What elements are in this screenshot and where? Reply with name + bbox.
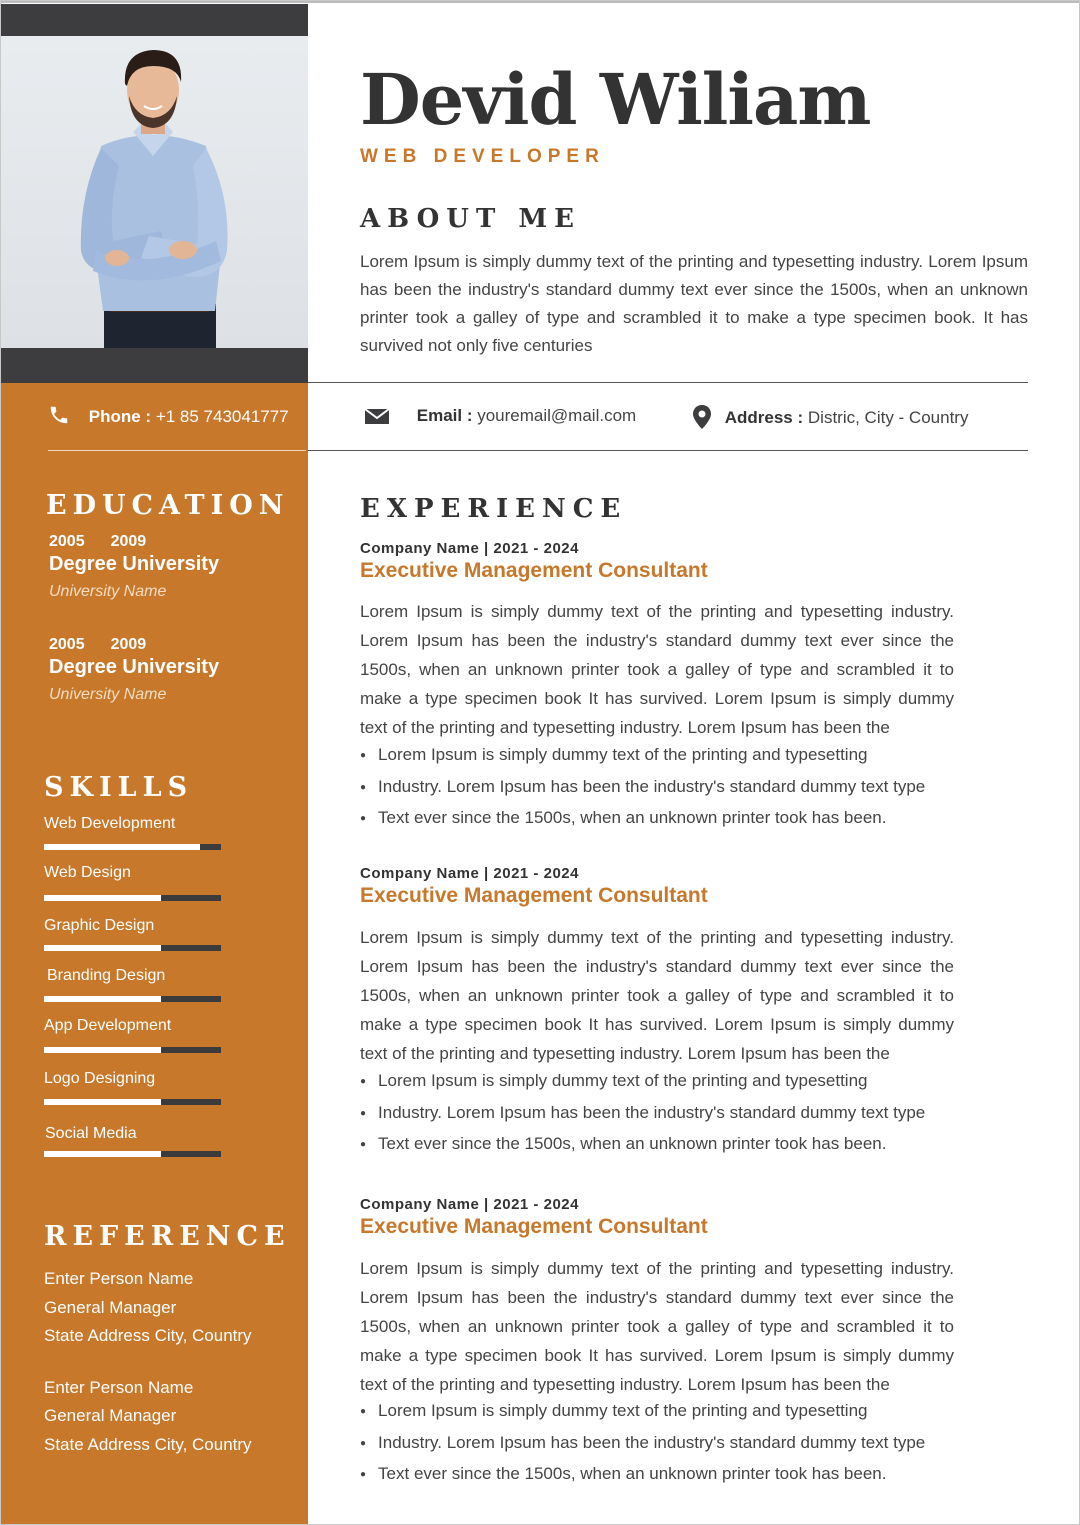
experience-company: Company Name | 2021 - 2024 [360,540,579,557]
list-item: ● Text ever since the 1500s, when an unknown printer took has been. [360,1130,925,1162]
reference-heading: REFERENCE [44,1221,291,1252]
skill-label: Social Media [45,1125,137,1142]
experience-description: Lorem Ipsum is simply dummy text of the printing and typesetting industry. Lorem Ipsum has been the industry's standard dummy text ever since the 1500s, when an unknown printer took a galley of type and scrambled it to make a type specimen book It has survived. Lorem Ipsum is simply dummy text of the printing and typesetting industry. Lorem Ipsum has been the [360,1259,954,1394]
skill-label: App Development [44,1017,172,1034]
reference-title: General Manager [44,1298,177,1317]
education-start-year: 2005 [49,533,85,550]
reference-address: State Address City, Country [44,1326,252,1345]
education-university: University Name [49,686,167,703]
experience-role: Executive Management Consultant [360,884,708,907]
education-university: University Name [49,583,167,600]
job-title: WEB DEVELOPER [360,146,605,167]
reference-name: Enter Person Name [44,1378,194,1397]
education-degree: Degree University [49,553,220,575]
skill-label: Logo Designing [44,1070,156,1087]
list-item: ● Industry. Lorem Ipsum has been the industry's standard dummy text type [360,773,925,805]
list-item: ● Lorem Ipsum is simply dummy text of the printing and typesetting [360,1397,925,1429]
list-item: ● Industry. Lorem Ipsum has been the industry's standard dummy text type [360,1099,925,1131]
about-text: Lorem Ipsum is simply dummy text of the printing and typesetting industry. Lorem Ipsum has been the industry's standard dummy text ever since the 1500s, when an unknown printer took a galley of type and scrambled it to make a type specimen book. It has survived not only five centuries [360,252,1028,355]
education-degree: Degree University [49,656,220,678]
about-heading: ABOUT ME [360,204,581,234]
candidate-name: Devid Wiliam [360,58,871,141]
skill-label: Web Design [44,864,131,881]
experience-description: Lorem Ipsum is simply dummy text of the printing and typesetting industry. Lorem Ipsum has been the industry's standard dummy text ever since the 1500s, when an unknown printer took a galley of type and scrambled it to make a type specimen book It has survived. Lorem Ipsum is simply dummy text of the printing and typesetting industry. Lorem Ipsum has been the [360,928,954,1063]
reference-title: General Manager [44,1406,177,1425]
list-item: ● Text ever since the 1500s, when an unknown printer took has been. [360,1460,925,1492]
experience-company: Company Name | 2021 - 2024 [360,865,579,882]
email-label: Email : [416,406,473,425]
reference-address: State Address City, Country [44,1435,252,1454]
list-item: ● Industry. Lorem Ipsum has been the industry's standard dummy text type [360,1429,925,1461]
experience-role: Executive Management Consultant [360,1215,708,1238]
phone-label: Phone : [88,407,152,426]
list-item: ● Text ever since the 1500s, when an unknown printer took has been. [360,804,925,836]
skill-label: Graphic Design [44,917,155,934]
address-label: Address : [724,408,804,427]
email-value: youremail@mail.com [477,406,637,425]
list-item: ● Lorem Ipsum is simply dummy text of the printing and typesetting [360,1067,925,1099]
experience-role: Executive Management Consultant [360,559,708,582]
experience-description: Lorem Ipsum is simply dummy text of the printing and typesetting industry. Lorem Ipsum has been the industry's standard dummy text ever since the 1500s, when an unknown printer took a galley of type and scrambled it to make a type specimen book It has survived. Lorem Ipsum is simply dummy text of the printing and typesetting industry. Lorem Ipsum has been the [360,602,954,737]
address-value: Distric, City - Country [807,408,969,427]
education-start-year: 2005 [49,636,85,653]
skill-label: Web Development [44,815,176,832]
experience-heading: EXPERIENCE [360,494,628,524]
education-end-year: 2009 [110,533,147,550]
phone-value: +1 85 743041777 [155,407,289,426]
experience-company: Company Name | 2021 - 2024 [360,1196,579,1213]
reference-name: Enter Person Name [44,1269,194,1288]
education-end-year: 2009 [110,636,147,653]
skills-heading: SKILLS [44,772,194,803]
list-item: ● Lorem Ipsum is simply dummy text of the printing and typesetting [360,741,925,773]
education-heading: EDUCATION [46,490,290,521]
skill-label: Branding Design [47,967,166,984]
